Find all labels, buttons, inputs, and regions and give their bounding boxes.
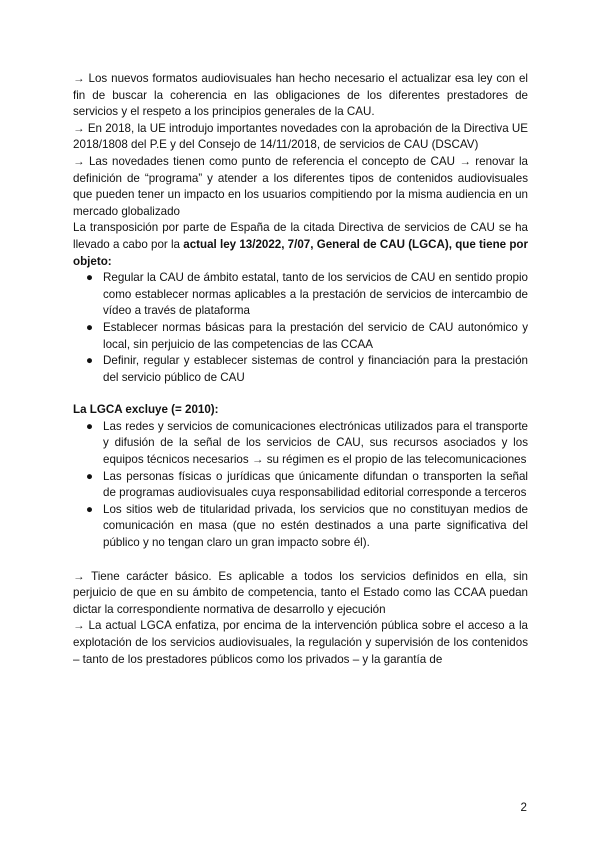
bullet-icon: ● [86,320,94,334]
paragraph-transposicion [73,220,528,270]
paragraph-formatos: → Los nuevos formatos audiovisuales han hecho necesario el actualizar esa ley con el fin de buscar la coherencia en las obligaciones de los diferentes prestadores de servicios y el respeto a los principios generales de la CAU. [73,72,528,119]
list-item: ● Los sitios web de titularidad privada, los servicios que no constituyan medios de comunicación en masa (que no estén destinados a una parte significativa del público y no tengan claro un gran impacto sobre él). [86,502,528,550]
document-body [73,71,528,668]
transposicion-intro: La transposición por parte de España de la citada Directiva de servicios de CAU se ha llevado a cabo por la [73,221,528,251]
list-item: ● Regular la CAU de ámbito estatal, tanto de los servicios de CAU en sentido propio como establecer normas aplicables a la prestación de servicios de intercambio de vídeo a través de plataforma [86,271,528,318]
list-item: ● Las redes y servicios de comunicaciones electrónicas utilizados para el transporte y difusión de la señal de los servicios de CAU, sus recursos asociados y los equipos técnicos necesarios → su régimen es el propio de las telecomunicaciones [86,419,528,467]
bullet-icon: ● [86,354,94,368]
bullet-icon: ● [86,419,94,433]
page-number: 2 [520,801,527,814]
excluye-list [73,419,528,552]
list-item: ● Definir, regular y establecer sistemas de control y financiación para la prestación del servicio público de CAU [86,354,528,384]
objeto-list [73,270,528,386]
bullet-icon: ● [86,271,94,285]
bullet-icon: ● [86,469,94,483]
paragraph-novedades: → Las novedades tienen como punto de referencia el concepto de CAU → renovar la definición de “programa” y atender a los diferentes tipos de contenidos audiovisuales que pueden tener un impacto en los usuarios compitiendo por la misma audiencia en un mercado globalizado [73,154,528,218]
excluye-heading: La LGCA excluye (= 2010): [73,403,219,417]
paragraph-directiva-2018: → En 2018, la UE introdujo importantes novedades con la aprobación de la Directiva UE 2018/1808 del P.E y del Consejo de 14/11/2018, de servicios de CAU (DSCAV) [73,121,528,152]
paragraph-lgca-enfatiza: → La actual LGCA enfatiza, por encima de la intervención pública sobre el acceso a la explotación de los servicios audiovisuales, la regulación y supervisión de los contenidos – tanto de los prestadores públicos como los privados – y la garantía de [73,619,528,666]
bullet-icon: ● [86,502,94,516]
ley-13-2022-objeto: actual ley 13/2022, 7/07, General de CAU (LGCA), que tiene por objeto: [73,237,529,268]
spacer [73,552,528,569]
spacer [73,386,528,402]
list-item: ● Las personas físicas o jurídicas que únicamente difundan o transporten la señal de programas audiovisuales cuya responsabilidad editorial corresponde a terceros [86,469,528,500]
list-item: ● Establecer normas básicas para la prestación del servicio de CAU autonómico y local, sin perjuicio de las competencias de las CCAA [86,320,528,351]
paragraph-caracter-basico: → Tiene carácter básico. Es aplicable a todos los servicios definidos en ella, sin perjuicio de que en su ámbito de competencia, tanto el Estado como las CCAA puedan dictar la correspondiente normativa de desarrollo y ejecución [73,569,528,616]
